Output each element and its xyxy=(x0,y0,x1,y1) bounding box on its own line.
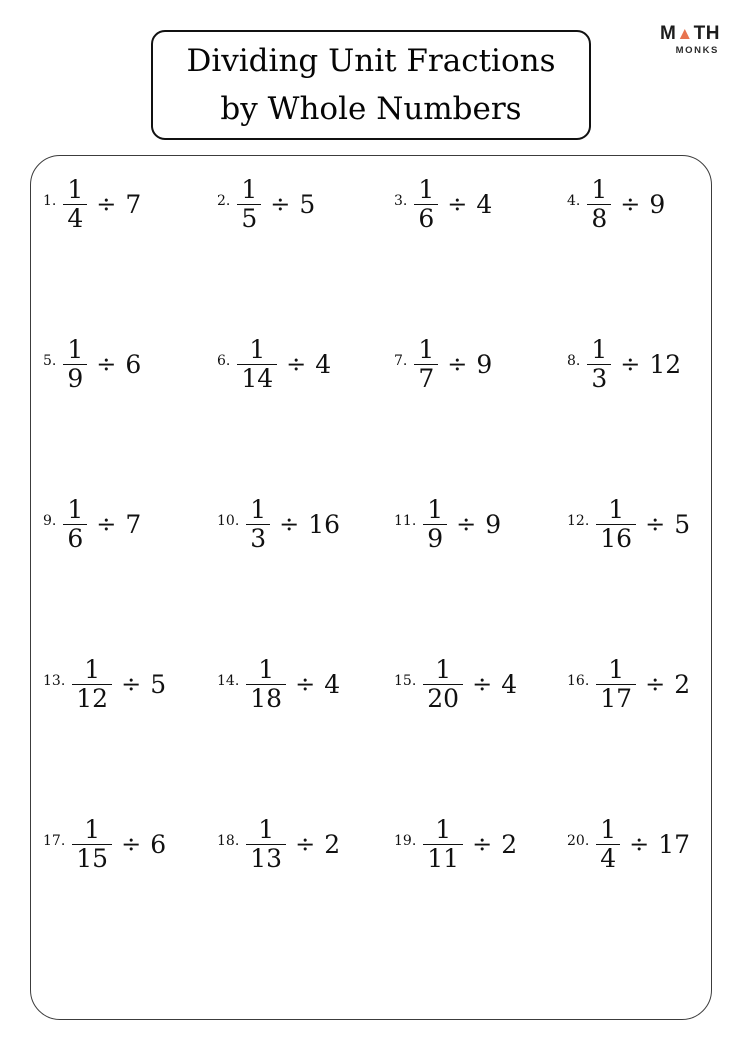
fraction-numerator: 1 xyxy=(67,335,84,364)
fraction xyxy=(414,177,438,233)
fraction-numerator: 1 xyxy=(591,335,608,364)
division-operator: ÷ xyxy=(620,189,641,218)
problem-20 xyxy=(567,817,705,873)
fraction xyxy=(423,657,463,713)
fraction-denominator: 18 xyxy=(246,684,286,712)
fraction-denominator: 3 xyxy=(587,364,611,392)
problem-number: 12. xyxy=(567,512,590,529)
fraction xyxy=(596,497,636,553)
problem-12 xyxy=(567,497,705,553)
triangle-icon: ▲ xyxy=(676,24,694,43)
fraction-denominator: 7 xyxy=(414,364,438,392)
fraction xyxy=(423,817,463,873)
problem-number: 5. xyxy=(43,352,57,369)
problem-number: 3. xyxy=(394,192,408,209)
fraction-numerator: 1 xyxy=(84,655,101,684)
divisor: 7 xyxy=(125,190,142,220)
division-operator: ÷ xyxy=(121,669,142,698)
fraction xyxy=(587,177,611,233)
problem-2 xyxy=(217,177,394,233)
fraction-denominator: 8 xyxy=(587,204,611,232)
division-operator: ÷ xyxy=(447,349,468,378)
problem-15 xyxy=(394,657,567,713)
divisor: 9 xyxy=(476,350,493,380)
division-operator: ÷ xyxy=(447,189,468,218)
problem-number: 13. xyxy=(43,672,66,689)
problem-3 xyxy=(394,177,567,233)
problem-number: 20. xyxy=(567,832,590,849)
fraction-denominator: 17 xyxy=(596,684,636,712)
problem-1 xyxy=(43,177,217,233)
division-operator: ÷ xyxy=(286,349,307,378)
fraction-numerator: 1 xyxy=(67,175,84,204)
division-operator: ÷ xyxy=(96,189,117,218)
divisor: 5 xyxy=(299,190,316,220)
problem-number: 11. xyxy=(394,512,417,529)
problem-number: 15. xyxy=(394,672,417,689)
division-operator: ÷ xyxy=(295,829,316,858)
fraction-denominator: 14 xyxy=(237,364,277,392)
problem-10 xyxy=(217,497,394,553)
divisor: 12 xyxy=(649,350,682,380)
problem-13 xyxy=(43,657,217,713)
problem-17 xyxy=(43,817,217,873)
fraction-numerator: 1 xyxy=(84,815,101,844)
division-operator: ÷ xyxy=(472,669,493,698)
problem-number: 2. xyxy=(217,192,231,209)
fraction-numerator: 1 xyxy=(418,175,435,204)
fraction-numerator: 1 xyxy=(67,495,84,524)
fraction-numerator: 1 xyxy=(258,655,275,684)
worksheet-title-box xyxy=(151,30,591,140)
problem-number: 17. xyxy=(43,832,66,849)
division-operator: ÷ xyxy=(472,829,493,858)
fraction-denominator: 3 xyxy=(246,524,270,552)
division-operator: ÷ xyxy=(96,509,117,538)
division-operator: ÷ xyxy=(629,829,650,858)
problem-9 xyxy=(43,497,217,553)
logo-wordmark xyxy=(660,24,720,43)
divisor: 17 xyxy=(658,830,691,860)
problem-number: 19. xyxy=(394,832,417,849)
fraction xyxy=(72,817,112,873)
fraction-denominator: 6 xyxy=(63,524,87,552)
logo-word-end: TH xyxy=(693,23,720,44)
fraction xyxy=(596,817,620,873)
fraction xyxy=(237,337,277,393)
fraction xyxy=(237,177,261,233)
division-operator: ÷ xyxy=(645,509,666,538)
fraction-numerator: 1 xyxy=(591,175,608,204)
divisor: 2 xyxy=(501,830,518,860)
fraction-denominator: 11 xyxy=(423,844,463,872)
fraction xyxy=(423,497,447,553)
problem-number: 16. xyxy=(567,672,590,689)
division-operator: ÷ xyxy=(279,509,300,538)
fraction-denominator: 9 xyxy=(63,364,87,392)
fraction-denominator: 6 xyxy=(414,204,438,232)
divisor: 6 xyxy=(150,830,167,860)
fraction-denominator: 4 xyxy=(63,204,87,232)
problem-11 xyxy=(394,497,567,553)
division-operator: ÷ xyxy=(456,509,477,538)
problem-6 xyxy=(217,337,394,393)
divisor: 4 xyxy=(315,350,332,380)
divisor: 9 xyxy=(485,510,502,540)
problem-number: 8. xyxy=(567,352,581,369)
fraction xyxy=(414,337,438,393)
fraction xyxy=(63,337,87,393)
problem-number: 1. xyxy=(43,192,57,209)
fraction-numerator: 1 xyxy=(608,495,625,524)
division-operator: ÷ xyxy=(620,349,641,378)
fraction-denominator: 4 xyxy=(596,844,620,872)
divisor: 2 xyxy=(674,670,691,700)
fraction xyxy=(246,497,270,553)
title-line-2: by Whole Numbers xyxy=(220,91,522,127)
problem-19 xyxy=(394,817,567,873)
divisor: 16 xyxy=(308,510,341,540)
divisor: 2 xyxy=(324,830,341,860)
fraction-denominator: 9 xyxy=(423,524,447,552)
fraction-denominator: 13 xyxy=(246,844,286,872)
divisor: 6 xyxy=(125,350,142,380)
logo-subtitle: MONKS xyxy=(675,45,719,56)
divisor: 5 xyxy=(674,510,691,540)
fraction-numerator: 1 xyxy=(258,815,275,844)
division-operator: ÷ xyxy=(295,669,316,698)
fraction xyxy=(246,817,286,873)
problem-number: 10. xyxy=(217,512,240,529)
fraction xyxy=(246,657,286,713)
fraction-denominator: 12 xyxy=(72,684,112,712)
problem-number: 14. xyxy=(217,672,240,689)
division-operator: ÷ xyxy=(121,829,142,858)
problem-number: 9. xyxy=(43,512,57,529)
fraction-denominator: 16 xyxy=(596,524,636,552)
problem-7 xyxy=(394,337,567,393)
fraction-numerator: 1 xyxy=(418,335,435,364)
fraction-denominator: 20 xyxy=(423,684,463,712)
problem-number: 6. xyxy=(217,352,231,369)
divisor: 4 xyxy=(324,670,341,700)
logo-word-start: M xyxy=(660,23,677,44)
fraction-numerator: 1 xyxy=(249,335,266,364)
fraction-numerator: 1 xyxy=(250,495,267,524)
problem-5 xyxy=(43,337,217,393)
divisor: 7 xyxy=(125,510,142,540)
fraction-numerator: 1 xyxy=(427,495,444,524)
problem-16 xyxy=(567,657,705,713)
fraction-denominator: 15 xyxy=(72,844,112,872)
problem-number: 7. xyxy=(394,352,408,369)
problem-number: 18. xyxy=(217,832,240,849)
problem-number: 4. xyxy=(567,192,581,209)
fraction xyxy=(72,657,112,713)
division-operator: ÷ xyxy=(270,189,291,218)
problems-container xyxy=(30,155,712,1020)
fraction xyxy=(587,337,611,393)
problem-4 xyxy=(567,177,705,233)
divisor: 9 xyxy=(649,190,666,220)
fraction-numerator: 1 xyxy=(600,815,617,844)
divisor: 4 xyxy=(501,670,518,700)
divisor: 4 xyxy=(476,190,493,220)
fraction xyxy=(596,657,636,713)
math-monks-logo xyxy=(660,24,720,56)
title-line-1: Dividing Unit Fractions xyxy=(186,42,556,79)
divisor: 5 xyxy=(150,670,167,700)
fraction-numerator: 1 xyxy=(241,175,258,204)
problem-8 xyxy=(567,337,705,393)
fraction xyxy=(63,177,87,233)
fraction-numerator: 1 xyxy=(608,655,625,684)
fraction-numerator: 1 xyxy=(435,655,452,684)
fraction-numerator: 1 xyxy=(435,815,452,844)
problem-14 xyxy=(217,657,394,713)
division-operator: ÷ xyxy=(96,349,117,378)
division-operator: ÷ xyxy=(645,669,666,698)
fraction xyxy=(63,497,87,553)
fraction-denominator: 5 xyxy=(237,204,261,232)
problem-18 xyxy=(217,817,394,873)
